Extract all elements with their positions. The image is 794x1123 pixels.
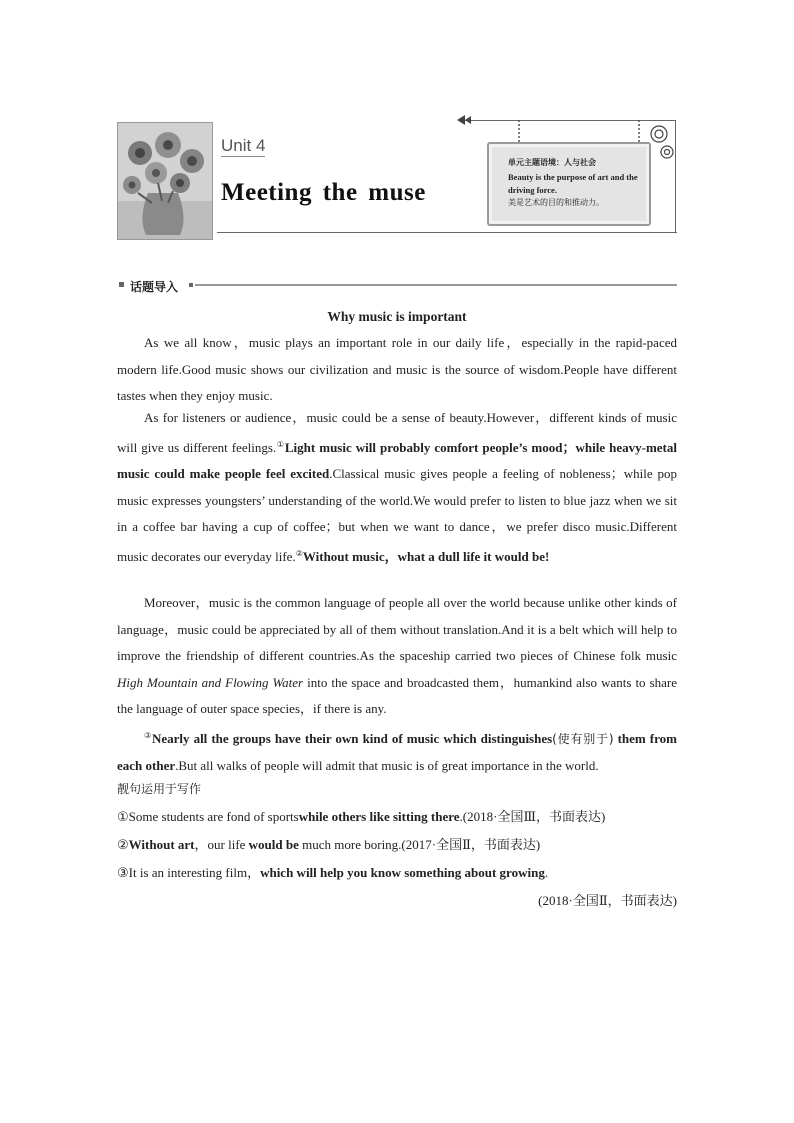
example-1-highlight: while others like sitting there: [298, 809, 460, 824]
paragraph-4: [117, 723, 677, 779]
example-3: [117, 859, 677, 887]
example-1-text: ①Some students are fond of sports: [117, 809, 299, 824]
p4-highlight-c: them from each other: [117, 731, 677, 773]
article-title: Why music is important: [327, 309, 467, 324]
example-3-text: ③It is an interesting film，: [117, 865, 261, 880]
example-3-source: (2018·全国Ⅱ，书面表达): [538, 893, 677, 908]
writing-heading: 靓句运用于写作: [117, 782, 202, 796]
example-2-highlight-a: Without art: [128, 837, 195, 852]
example-2: [117, 831, 677, 859]
square-bullet-icon: [189, 283, 193, 287]
unit-header: [117, 112, 677, 238]
paragraph-3: [117, 590, 677, 723]
p4-gloss: (使有别于): [552, 732, 614, 746]
paragraph-2: [117, 405, 677, 570]
theme-quote-cn: 美是艺术的目的和推动力。: [508, 198, 604, 207]
p3-text-c: into the space and broadcasted them，humankind also wants to share the language of outer space species，if there is any.: [117, 674, 678, 716]
example-1: [117, 803, 677, 831]
example-2-source: much more boring.(2017·全国Ⅱ，书面表达): [298, 837, 541, 852]
paragraph-1: [117, 330, 677, 410]
square-bullet-icon: [119, 282, 124, 287]
example-3-highlight: which will help you know something about growing: [260, 865, 545, 880]
theme-sign: [487, 142, 651, 226]
header-rule: [217, 232, 677, 233]
p4-text-d: .But all walks of people will admit that music is of great importance in the world.: [175, 757, 599, 773]
paragraph-1-text: As we all know，music plays an important role in our daily life，especially in the rapid-paced modern life.Good music shows our civilization and music is the source of wisdom.People have different tastes when they enjoy music.: [117, 335, 677, 403]
example-2-number: ②: [117, 837, 129, 852]
unit-underline: [221, 156, 265, 157]
unit-number: Unit 4: [221, 136, 266, 155]
p4-highlight-a: Nearly all the groups have their own kind of music which distinguishes: [151, 731, 553, 746]
writing-examples: [117, 775, 677, 915]
example-3-end: .: [544, 865, 549, 880]
section-heading-bar: [117, 278, 677, 294]
p3-text-a: Moreover，music is the common language of people all over the world because unlike other kinds of language，music could be appreciated by all of them without translation.And it is a belt which will help to improve the friendship of different countries.As the spaceship carried two pieces of Chinese folk music: [117, 595, 677, 663]
example-1-source: .(2018·全国Ⅲ，书面表达): [459, 809, 606, 824]
p2-highlight-1: Light music will probably comfort people’s mood；while heavy-metal music could make people feel excited: [117, 439, 677, 481]
unit-title: Meeting the muse: [221, 179, 426, 206]
marker-3: ③: [144, 731, 152, 740]
p3-music-title: High Mountain and Flowing Water: [117, 674, 304, 690]
theme-context: 单元主题语境：人与社会: [508, 158, 596, 167]
p2-text-a: As for listeners or audience，music could be a sense of beauty.However，different kinds of music will give us different feelings.: [117, 410, 677, 455]
marker-1: ①: [276, 439, 285, 449]
section-label: 话题导入: [130, 280, 179, 294]
example-2-highlight-b: would be: [248, 837, 299, 852]
example-2-text: ，our life: [194, 837, 249, 852]
p2-highlight-2: Without music，what a dull life it would be!: [302, 548, 550, 564]
section-rule: [195, 284, 677, 286]
marker-2: ②: [295, 548, 303, 558]
sunflowers-painting: [117, 122, 213, 240]
p2-text-c: .Classical music gives people a feeling of nobleness；while pop music expresses youngsters’ understanding of the world.We would prefer to listen to blue jazz when we sit in a coffee bar having a cup of coffee；but when we want to dance，we prefer disco music.Different music decorates our everyday life.: [117, 466, 677, 564]
theme-quote-en: Beauty is the purpose of art and the driving force.: [508, 172, 638, 195]
